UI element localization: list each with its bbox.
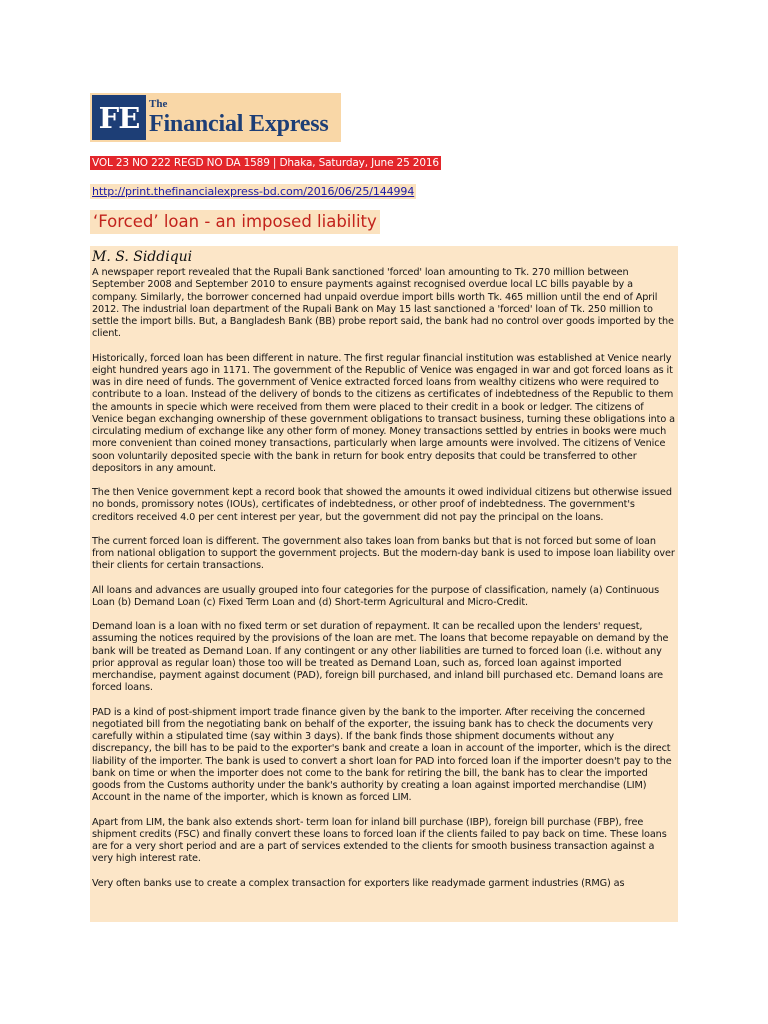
article-url-link[interactable]: http://print.thefinancialexpress-bd.com/2016/06/25/144994 xyxy=(92,185,415,198)
logo-text xyxy=(146,93,329,142)
article-headline: ‘Forced’ loan - an imposed liability xyxy=(90,210,380,234)
issue-line: VOL 23 NO 222 REGD NO DA 1589 | Dhaka, Saturday, June 25 2016 xyxy=(92,157,439,169)
article-paragraph: A newspaper report revealed that the Rupali Bank sanctioned 'forced' loan amounting to Tk. 270 million between September 2008 and September 2010 to ensure payments against recognised overdue local LC bills payable by a company. Similarly, the borrower concerned had unpaid overdue import bills worth Tk. 465 million until the end of April 2012. The industrial loan department of the Rupali Bank on May 15 last sanctioned a 'forced' loan of Tk. 250 million to settle the import bills. But, a Bangladesh Bank (BB) probe report said, the bank had no control over goods imported by the client. xyxy=(92,267,674,340)
article-author: M. S. Siddiqui xyxy=(92,249,193,265)
article-paragraph: The current forced loan is different. The government also takes loan from banks but that is not forced but some of loan from national obligation to support the government projects. But the modern-day bank is used to impose loan liability over their clients for certain transactions. xyxy=(92,535,675,572)
article-paragraph: Very often banks use to create a complex transaction for exporters like readymade garment industries (RMG) as xyxy=(92,877,625,889)
article-paragraph: The then Venice government kept a record book that showed the amounts it owed individual citizens but otherwise issued no bonds, promissory notes (IOUs), certificates of indebtedness, or other proof of indebtedness. The government's creditors received 4.0 per cent interest per year, but the government did not pay the principal on the loans. xyxy=(92,487,672,523)
logo-mark: FE xyxy=(92,95,146,140)
article-body xyxy=(90,246,678,922)
article-paragraph: PAD is a kind of post-shipment import trade finance given by the bank to the importer. After receiving the concerned negotiated bill from the negotiating bank on behalf of the exporter, the issuing bank has to check the documents very carefully within a stipulated time (say within 3 days). If the bank finds those shipment documents without any discrepancy, the bill has to be paid to the exporter's bank and create a loan in account of the importer, which is the direct liability of the importer. The bank is used to convert a short loan for PAD into forced loan if the importer doesn't pay to the bank on time or when the importer does not come to the bank for retiring the bill, the bank has to clear the imported goods from the Customs authority under the bank's authority by creating a loan against imported merchandise (LIM) Account in the name of the importer, which is known as forced LIM. xyxy=(92,706,672,804)
financial-express-logo xyxy=(90,93,341,142)
logo-name: Financial Express xyxy=(149,111,329,137)
logo-the: The xyxy=(149,98,168,110)
article-paragraph: Demand loan is a loan with no fixed term or set duration of repayment. It can be recalled upon the lenders' request, assuming the notices required by the provisions of the loan are met. The loans that become repayable on demand by the bank will be treated as Demand Loan. If any contingent or any other liabilities are turned to forced loan (i.e. without any prior approval as regular loan) those too will be treated as Demand Loan, such as, forced loan against imported merchandise, payment against document (PAD), foreign bill purchased, and inland bill purchased etc. Demand loans are forced loans. xyxy=(92,621,669,694)
article-paragraph: All loans and advances are usually grouped into four categories for the purpose of classification, namely (a) Continuous Loan (b) Demand Loan (c) Fixed Term Loan and (d) Short-term Agricultural and Micro-Credit. xyxy=(92,584,660,608)
article-paragraph: Apart from LIM, the bank also extends short- term loan for inland bill purchase (IBP), foreign bill purchase (FBP), free shipment credits (FSC) and finally convert these loans to forced loan if the clients failed to pay back on time. These loans are for a very short period and are a part of services extended to the clients for smooth business transaction against a very high interest rate. xyxy=(92,816,667,865)
article-paragraph: Historically, forced loan has been different in nature. The first regular financial institution was established at Venice nearly eight hundred years ago in 1171. The government of the Republic of Venice was engaged in war and got forced loans as it was in dire need of funds. The government of Venice extracted forced loans from wealthy citizens who were required to contribute to a loan. Instead of the delivery of bonds to the citizens as certificates of indebtedness of the Republic to them the amounts in specie which were received from them were placed to their credit in a book or ledger. The citizens of Venice began exchanging ownership of these government obligations to transact business, turning these obligations into a circulating medium of exchange like any other form of money. Money transactions settled by entries in books were much more convenient than coined money transactions, particularly when large amounts were involved. The citizens of Venice soon voluntarily deposited specie with the bank in return for book entry deposits that could be transferred to other depositors in any amount. xyxy=(92,352,675,474)
